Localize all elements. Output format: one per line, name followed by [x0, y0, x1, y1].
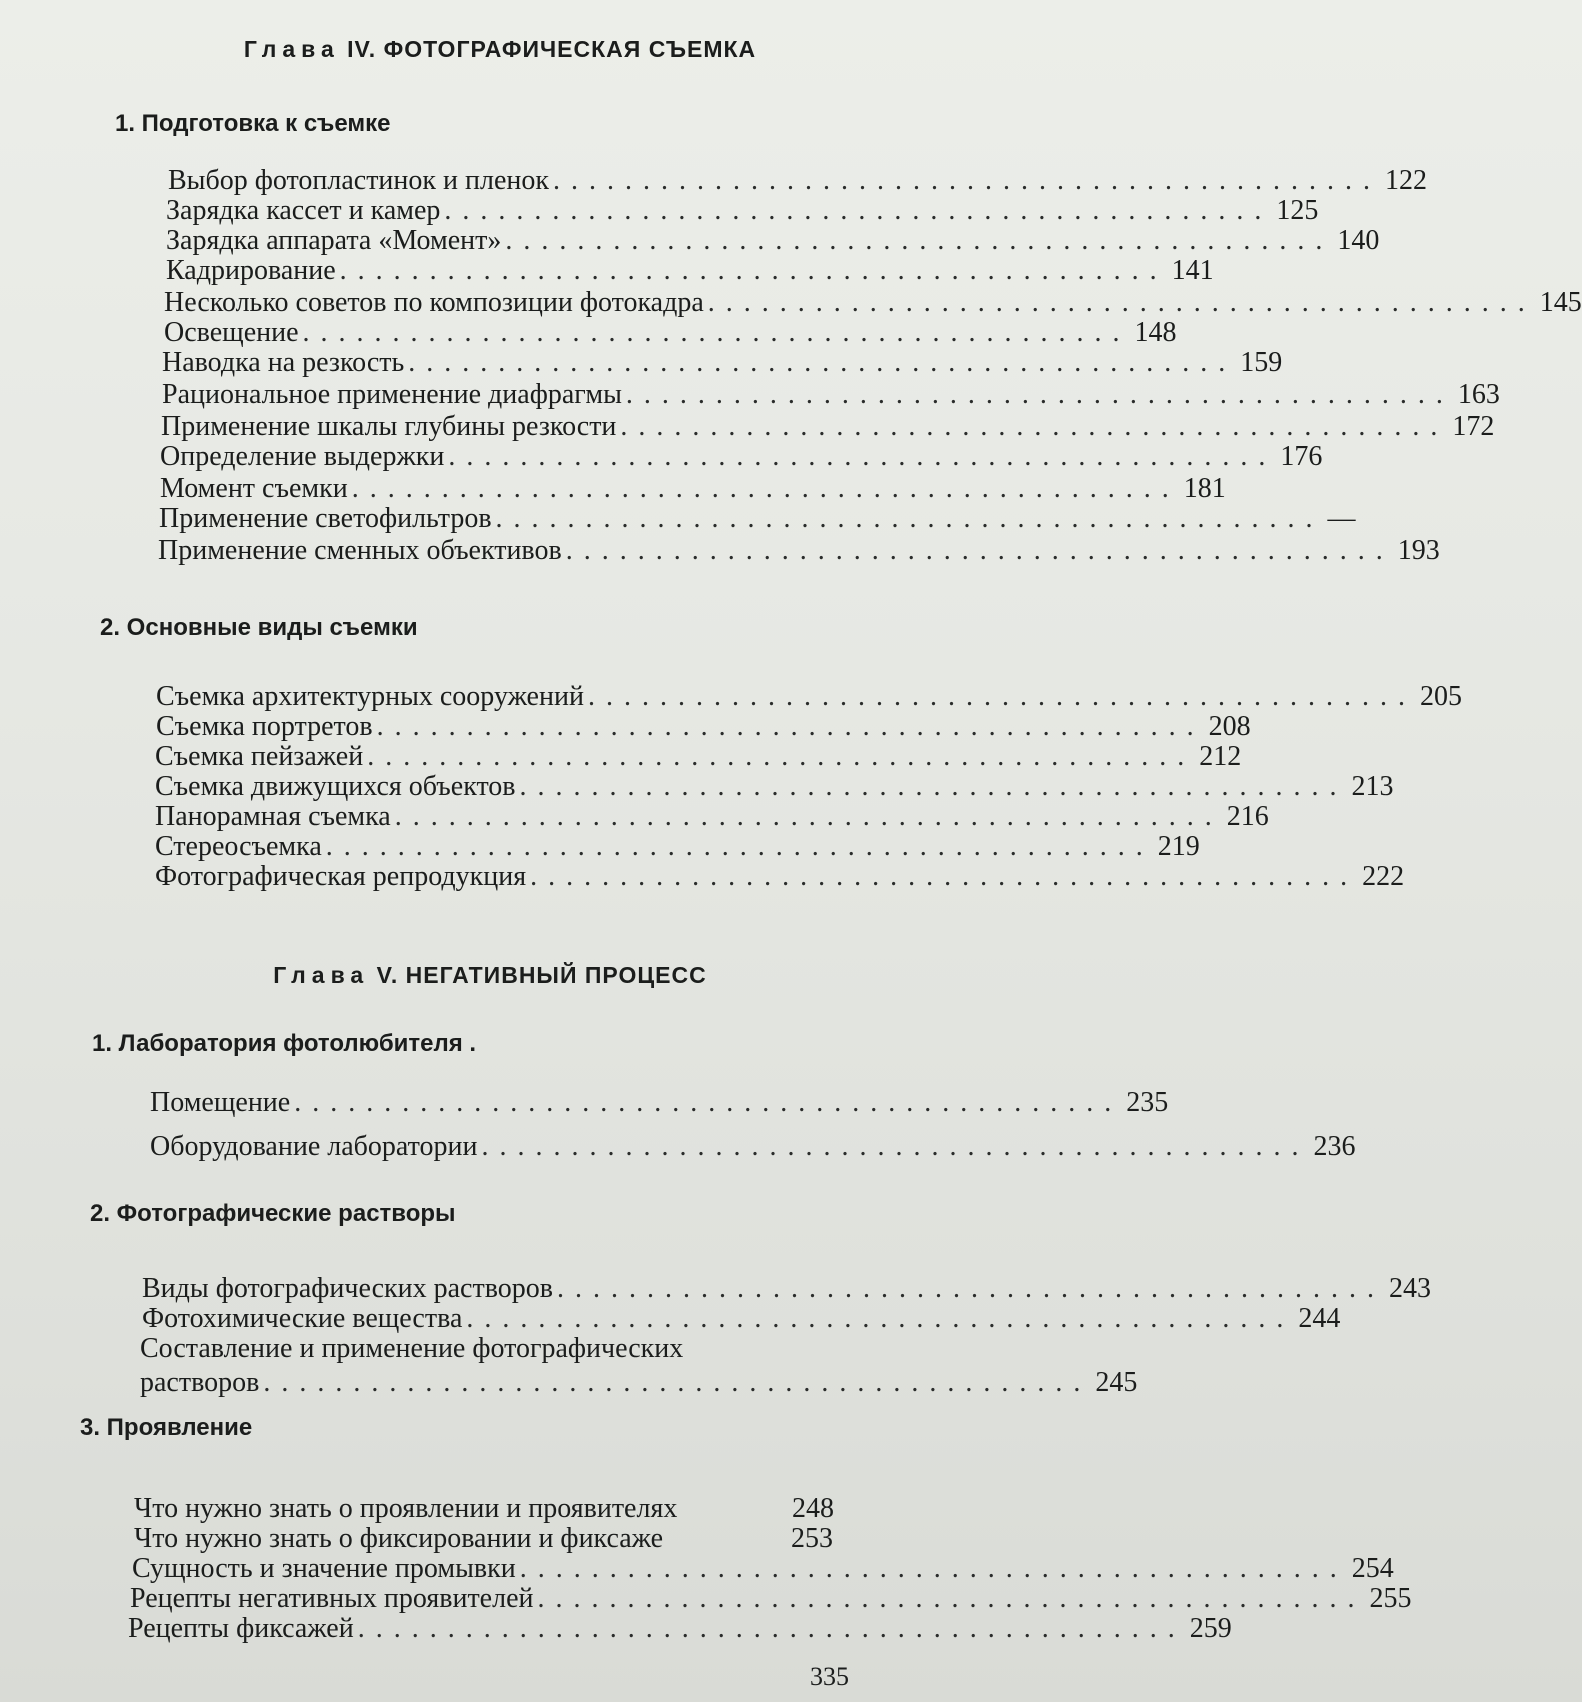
toc-entry[interactable] — [161, 410, 1495, 444]
entry-title: Съемка портретов — [156, 711, 373, 742]
leader-dots: .............................................. — [339, 255, 1168, 286]
entry-title: Съемка архитектурных сооружений — [156, 681, 584, 712]
entry-page: 245 — [1095, 1367, 1138, 1398]
entry-page: 208 — [1208, 711, 1251, 742]
entry-title: Помещение — [150, 1087, 291, 1118]
entry-title: Применение светофильтров — [159, 503, 492, 534]
entry-page: 248 — [792, 1493, 834, 1524]
leader-dots: .............................................. — [325, 831, 1154, 862]
chapter-number: V. — [376, 962, 399, 988]
chapter-title — [0, 36, 1000, 63]
section-heading: 1. Подготовка к съемке — [115, 110, 391, 137]
entry-page: 244 — [1298, 1303, 1341, 1334]
chapter-name: НЕГАТИВНЫЙ ПРОЦЕСС — [405, 962, 707, 988]
toc-entry[interactable] — [159, 502, 1356, 536]
leader-dots: .............................................. — [351, 473, 1180, 504]
entry-title: Фотохимические вещества — [142, 1303, 463, 1334]
entry-title: Сущность и значение промывки — [132, 1553, 516, 1584]
entry-title: Съемка пейзажей — [155, 741, 364, 772]
entry-page: 125 — [1276, 195, 1319, 226]
toc-entry[interactable] — [162, 346, 1283, 380]
entry-title: Освещение — [164, 317, 299, 348]
toc-entry[interactable] — [155, 740, 1242, 774]
toc-entry[interactable] — [160, 440, 1323, 474]
entry-page: 216 — [1226, 801, 1269, 832]
toc-entry[interactable] — [155, 860, 1405, 894]
entry-page: 235 — [1126, 1087, 1169, 1118]
toc-entry[interactable] — [150, 1130, 1356, 1164]
page-number: 335 — [810, 1662, 849, 1691]
leader-dots: .............................................. — [587, 681, 1416, 712]
entry-page: 253 — [791, 1523, 833, 1554]
entry-title: Что нужно знать о проявлении и проявителях — [134, 1493, 678, 1524]
entry-page: 205 — [1419, 681, 1462, 712]
toc-entry[interactable] — [132, 1552, 1394, 1586]
entry-title: Несколько советов по композиции фотокадра — [164, 287, 704, 318]
entry-page: 140 — [1337, 225, 1380, 256]
toc-entry[interactable] — [166, 224, 1380, 258]
entry-page: 181 — [1183, 473, 1226, 504]
toc-entry[interactable] — [155, 830, 1200, 864]
leader-dots: .............................................. — [263, 1367, 1092, 1398]
leader-dots: .............................................. — [552, 165, 1381, 196]
toc-entry[interactable] — [155, 800, 1269, 834]
entry-title: Момент съемки — [160, 473, 348, 504]
leader-dots: .............................................. — [302, 317, 1131, 348]
entry-page: 243 — [1388, 1273, 1431, 1304]
entry-title: Виды фотографических растворов — [142, 1273, 553, 1304]
entry-title: Рецепты фиксажей — [128, 1613, 354, 1644]
entry-page: 259 — [1189, 1613, 1232, 1644]
toc-entry[interactable] — [128, 1612, 1232, 1646]
entry-title: Фотографическая репродукция — [155, 861, 527, 892]
leader-dots: .............................................. — [530, 861, 1359, 892]
chapter-title — [0, 962, 990, 989]
toc-entry[interactable] — [156, 680, 1462, 714]
toc-entry[interactable] — [168, 164, 1427, 198]
entry-title: Зарядка кассет и камер — [166, 195, 441, 226]
entry-page: 148 — [1134, 317, 1177, 348]
entry-title: Составление и применение фотографических — [140, 1333, 684, 1364]
entry-page: 212 — [1199, 741, 1242, 772]
entry-page: 213 — [1351, 771, 1394, 802]
entry-title: Съемка движущихся объектов — [155, 771, 516, 802]
leader-dots: .............................................. — [466, 1303, 1295, 1334]
chapter-label: Глава — [243, 36, 340, 62]
leader-dots: .............................................. — [367, 741, 1196, 772]
entry-page: 141 — [1171, 255, 1214, 286]
entry-title: Панорамная съемка — [155, 801, 391, 832]
entry-title: Наводка на резкость — [162, 347, 405, 378]
leader-dots: .............................................. — [294, 1087, 1123, 1118]
entry-continuation — [140, 1366, 1138, 1400]
entry-page: 176 — [1280, 441, 1323, 472]
leader-dots: .............................................. — [556, 1273, 1385, 1304]
leader-dots: .............................................. — [519, 771, 1348, 802]
entry-title: Кадрирование — [166, 255, 336, 286]
entry-title: Применение шкалы глубины резкости — [161, 411, 617, 442]
entry-title: Определение выдержки — [160, 441, 445, 472]
toc-entry[interactable] — [134, 1492, 834, 1526]
leader-dots: .............................................. — [537, 1583, 1366, 1614]
toc-entry[interactable] — [150, 1086, 1169, 1120]
leader-dots: .............................................. — [448, 441, 1277, 472]
leader-dots: .............................................. — [519, 1553, 1348, 1584]
leader-dots: .............................................. — [394, 801, 1223, 832]
toc-entry[interactable] — [164, 286, 1582, 320]
entry-title-cont: растворов — [140, 1367, 260, 1398]
toc-entry[interactable] — [166, 194, 1319, 228]
toc-entry[interactable] — [164, 316, 1177, 350]
toc-entry[interactable] — [166, 254, 1214, 288]
entry-title: Рациональное применение диафрагмы — [162, 379, 622, 410]
toc-entry[interactable] — [155, 770, 1394, 804]
chapter-number: IV. — [347, 36, 377, 62]
leader-dots: .............................................. — [357, 1613, 1186, 1644]
entry-page: 193 — [1397, 535, 1440, 566]
entry-page: 145 — [1539, 287, 1582, 318]
entry-page: 254 — [1351, 1553, 1394, 1584]
toc-entry[interactable] — [134, 1522, 833, 1556]
entry-title: Зарядка аппарата «Момент» — [166, 225, 502, 256]
entry-page: 236 — [1313, 1131, 1356, 1162]
chapter-name: ФОТОГРАФИЧЕСКАЯ СЪЕМКА — [383, 36, 757, 62]
entry-page: — — [1327, 503, 1356, 534]
leader-dots: .............................................. — [505, 225, 1334, 256]
leader-dots: .............................................. — [444, 195, 1273, 226]
entry-page: 219 — [1157, 831, 1200, 862]
toc-entry[interactable] — [142, 1272, 1431, 1306]
toc-entry[interactable] — [156, 710, 1251, 744]
toc-entry[interactable] — [160, 472, 1226, 506]
leader-dots: .............................................. — [495, 503, 1324, 534]
entry-title: Что нужно знать о фиксировании и фиксаже — [134, 1523, 664, 1554]
entry-title: Стереосъемка — [155, 831, 322, 862]
toc-entry[interactable] — [140, 1332, 1138, 1400]
leader-dots: .............................................. — [481, 1131, 1310, 1162]
leader-dots: .............................................. — [707, 287, 1536, 318]
entry-title: Рецепты негативных проявителей — [130, 1583, 534, 1614]
entry-title: Выбор фотопластинок и пленок — [168, 165, 549, 196]
section-heading: 2. Фотографические растворы — [90, 1200, 456, 1227]
entry-title: Применение сменных объективов — [158, 535, 562, 566]
toc-entry[interactable] — [162, 378, 1500, 412]
entry-page: 172 — [1452, 411, 1495, 442]
entry-page: 122 — [1384, 165, 1427, 196]
entry-title: Оборудование лаборатории — [150, 1131, 478, 1162]
entry-page: 222 — [1362, 861, 1405, 892]
entry-page: 255 — [1369, 1583, 1412, 1614]
entry-page: 159 — [1240, 347, 1283, 378]
toc-entry[interactable] — [158, 534, 1440, 568]
section-heading: 1. Лаборатория фотолюбителя . — [92, 1030, 477, 1057]
leader-dots: .............................................. — [408, 347, 1237, 378]
leader-dots: .............................................. — [620, 411, 1449, 442]
toc-entry[interactable] — [142, 1302, 1341, 1336]
leader-dots: .............................................. — [625, 379, 1454, 410]
entry-page: 163 — [1457, 379, 1500, 410]
chapter-label: Глава — [273, 962, 370, 988]
toc-entry[interactable] — [130, 1582, 1412, 1616]
section-heading: 3. Проявление — [80, 1414, 253, 1441]
leader-dots: .............................................. — [565, 535, 1394, 566]
section-heading: 2. Основные виды съемки — [100, 614, 418, 641]
leader-dots: .............................................. — [376, 711, 1205, 742]
